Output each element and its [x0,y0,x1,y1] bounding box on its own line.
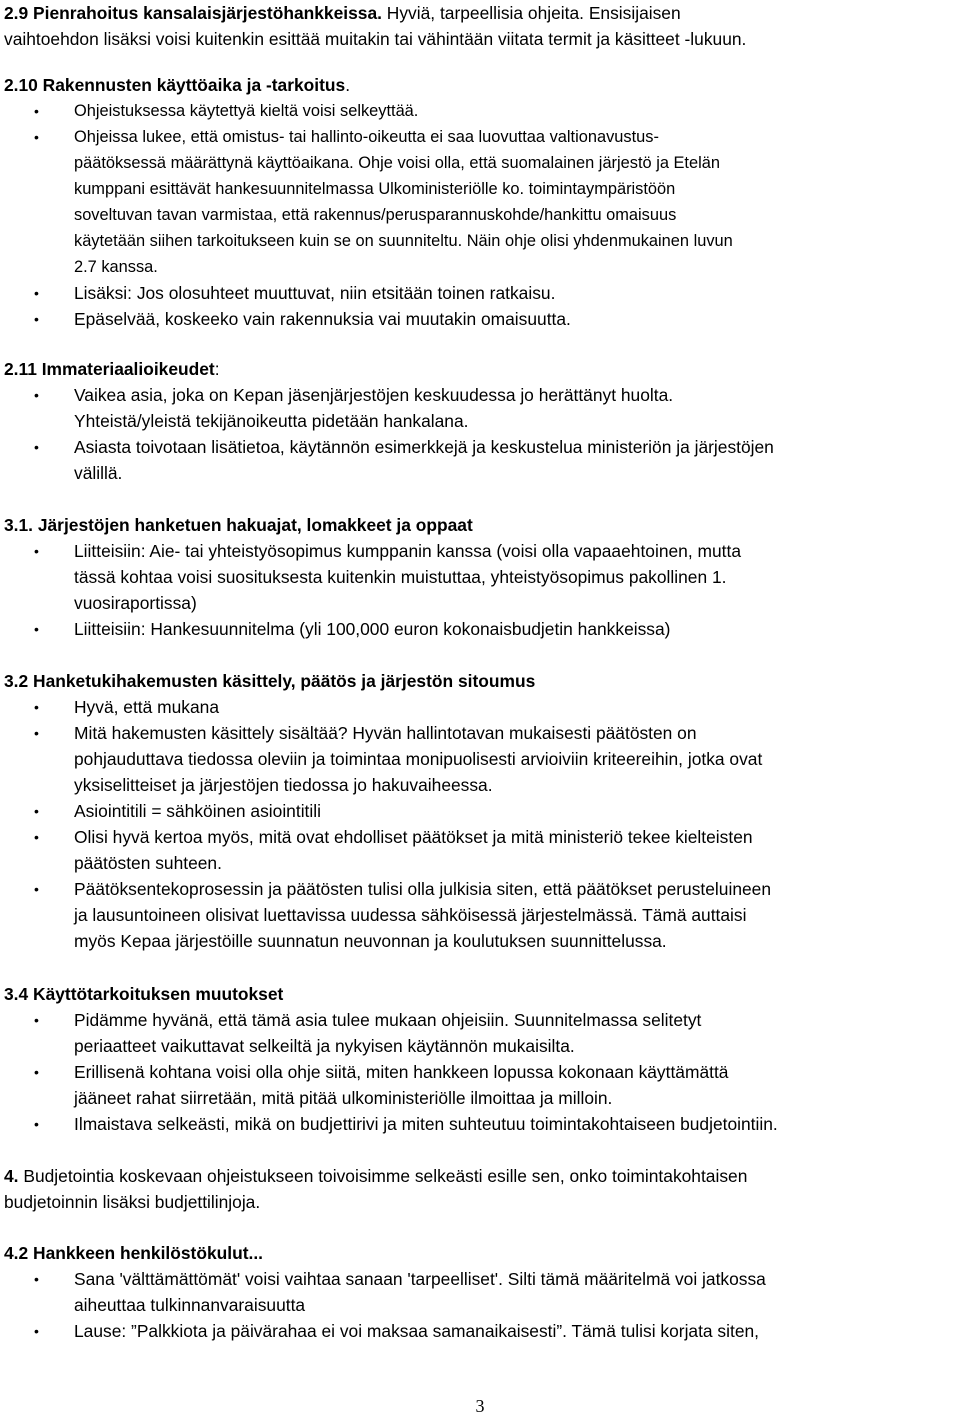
list-item: • Lisäksi: Jos olosuhteet muuttuvat, niin etsitään toinen ratkaisu. [4,280,956,306]
bullet-icon: • [34,311,39,327]
list-item: • Mitä hakemusten käsittely sisältää? Hyvän hallintotavan mukaisesti päätösten on pohjauduttava tiedossa oleviin ja toimintaa monipuolisesti arvioiviin kriteereihin, jotka ovat yksiselitteiset ja järjestöjen tiedossa jo hakuvaiheessa. [4,720,956,798]
section-2-11: 2.11 Immateriaalioikeudet: • Vaikea asia, joka on Kepan jäsenjärjestöjen keskuudessa jo herättänyt huolta. Yhteistä/yleistä tekijänoikeutta pidetään hankalana. • Asiasta toivotaan lisätietoa, käytännön esimerkkejä ja keskustelua ministeriön ja järjestöjen välillä. [4,356,956,486]
bullet-icon: • [34,881,39,897]
list-item: • Epäselvää, koskeeko vain rakennuksia vai muutakin omaisuutta. [4,306,956,332]
bullet-list [4,382,956,486]
section-2-10-heading: 2.10 Rakennusten käyttöaika ja -tarkoitus [4,75,346,95]
bullet-icon: • [34,543,39,559]
list-item: • Lause: ”Palkkiota ja päivärahaa ei voi maksaa samanaikaisesti”. Tämä tulisi korjata siten, [4,1318,956,1344]
section-4-number: 4. [4,1166,19,1186]
list-item: • Ohjeissa lukee, että omistus- tai hallinto-oikeutta ei saa luovuttaa valtionavustus- päätöksessä määrättynä käyttöaikana. Ohje voisi olla, että suomalainen järjestö ja Etelän kumppani esittävät hankesuunnitelmassa Ulkoministeriölle ko. toimintaympäristöön soveltuvan tavan varmistaa, että rakennus/perusparannuskohde/hankittu omaisuus käytetään siihen tarkoitukseen kuin se on suunniteltu. Näin ohje olisi yhdenmukainen luvun 2.7 kanssa. [4,124,956,280]
bullet-icon: • [34,1323,39,1339]
section-2-10: 2.10 Rakennusten käyttöaika ja -tarkoitus. • Ohjeistuksessa käytettyä kieltä voisi selkeyttää. • Ohjeissa lukee, että omistus- tai hallinto-oikeutta ei saa luovuttaa valtionavustus- päätöksessä määrättynä käyttöaikana. Ohje voisi olla, että suomalainen järjestö ja Etelän kumppani esittävät hankesuunnitelmassa Ulkoministeriölle ko. toimintaympäristöön soveltuvan tavan varmistaa, että rakennus/perusparannuskohde/hankittu omaisuus käytetään siihen tarkoitukseen kuin se on suunniteltu. Näin ohje olisi yhdenmukainen luvun 2.7 kanssa. • Lisäksi: Jos olosuhteet muuttuvat, niin etsitään toinen ratkaisu. • Epäselvää, koskeeko vain rakennuksia vai muutakin omaisuutta. [4,72,956,332]
bullet-icon: • [34,387,39,403]
bullet-icon: • [34,1064,39,1080]
page-number: 3 [475,1396,485,1416]
list-item: • Ohjeistuksessa käytettyä kieltä voisi selkeyttää. [4,98,956,124]
bullet-icon: • [34,1271,39,1287]
section-3-1 [4,512,956,642]
section-3-1-heading: 3.1. Järjestöjen hanketuen hakuajat, lomakkeet ja oppaat [4,515,473,535]
list-item: • Olisi hyvä kertoa myös, mitä ovat ehdolliset päätökset ja mitä ministeriö tekee kielteisten päätösten suhteen. [4,824,956,876]
list-item: • Päätöksentekoprosessin ja päätösten tulisi olla julkisia siten, että päätökset perusteluineen ja lausuntoineen olisivat luettavissa uudessa sähköisessä järjestelmässä. Tämä auttaisi myös Kepaa järjestöille suunnatun neuvonnan ja koulutuksen suunnittelussa. [4,876,956,954]
bullet-icon: • [34,725,39,741]
list-item: • Asiointitili = sähköinen asiointitili [4,798,956,824]
section-4: 4. Budjetointia koskevaan ohjeistukseen toivoisimme selkeästi esille sen, onko toimintakohtaisen budjetoinnin lisäksi budjettilinjoja. [4,1163,956,1215]
bullet-icon: • [34,103,39,119]
section-2-11-heading: 2.11 Immateriaalioikeudet [4,359,215,379]
bullet-icon: • [34,803,39,819]
section-2-9: 2.9 Pienrahoitus kansalaisjärjestöhankkeissa. Hyviä, tarpeellisia ohjeita. Ensisijaisen vaihtoehdon lisäksi voisi kuitenkin esittää muitakin tai vähintään viitata termit ja käsitteet -lukuun. [4,0,956,52]
bullet-list [4,1007,956,1137]
bullet-list [4,1266,956,1344]
section-4-2-heading: 4.2 Hankkeen henkilöstökulut... [4,1243,263,1263]
list-item: • Liitteisiin: Hankesuunnitelma (yli 100,000 euron kokonaisbudjetin hankkeissa) [4,616,956,642]
bullet-icon: • [34,699,39,715]
list-item: • Erillisenä kohtana voisi olla ohje siitä, miten hankkeen lopussa kokonaan käyttämättä jääneet rahat siirretään, mitä pitää ulkoministeriölle ilmoittaa ja milloin. [4,1059,956,1111]
list-item: • Ilmaistava selkeästi, mikä on budjettirivi ja miten suhteutuu toimintakohtaiseen budjetointiin. [4,1111,956,1137]
list-item: • Pidämme hyvänä, että tämä asia tulee mukaan ohjeisiin. Suunnitelmassa selitetyt periaatteet vaikuttavat selkeiltä ja nykyisen käytännön mukaisilta. [4,1007,956,1059]
bullet-icon: • [34,829,39,845]
list-item: • Asiasta toivotaan lisätietoa, käytännön esimerkkejä ja keskustelua ministeriön ja järjestöjen välillä. [4,434,956,486]
bullet-list [4,98,956,332]
bullet-list [4,694,956,954]
list-item: • Hyvä, että mukana [4,694,956,720]
bullet-list [4,538,956,642]
bullet-icon: • [34,285,39,301]
list-item: • Vaikea asia, joka on Kepan jäsenjärjestöjen keskuudessa jo herättänyt huolta. Yhteistä/yleistä tekijänoikeutta pidetään hankalana. [4,382,956,434]
section-3-4-heading: 3.4 Käyttötarkoituksen muutokset [4,984,284,1004]
bullet-icon: • [34,439,39,455]
section-2-9-heading: 2.9 Pienrahoitus kansalaisjärjestöhankkeissa. [4,3,382,23]
section-3-2 [4,668,956,954]
paragraph-line: budjetoinnin lisäksi budjettilinjoja. [4,1192,261,1212]
bullet-icon: • [34,1012,39,1028]
bullet-icon: • [34,129,39,145]
section-4-2 [4,1240,956,1344]
section-3-2-heading: 3.2 Hanketukihakemusten käsittely, päätös ja järjestön sitoumus [4,671,536,691]
paragraph-line: vaihtoehdon lisäksi voisi kuitenkin esittää muitakin tai vähintään viitata termit ja käsitteet -lukuun. [4,29,747,49]
list-item: • Sana 'välttämättömät' voisi vaihtaa sanaan 'tarpeelliset'. Silti tämä määritelmä voi jatkossa aiheuttaa tulkinnanvaraisuutta [4,1266,956,1318]
bullet-icon: • [34,621,39,637]
list-item: • Liitteisiin: Aie- tai yhteistyösopimus kumppanin kanssa (voisi olla vapaaehtoinen, mutta tässä kohtaa voisi suosituksesta kuitenkin muistuttaa, yhteistyösopimus pakollinen 1. vuosiraportissa) [4,538,956,616]
bullet-icon: • [34,1116,39,1132]
section-3-4 [4,981,956,1137]
